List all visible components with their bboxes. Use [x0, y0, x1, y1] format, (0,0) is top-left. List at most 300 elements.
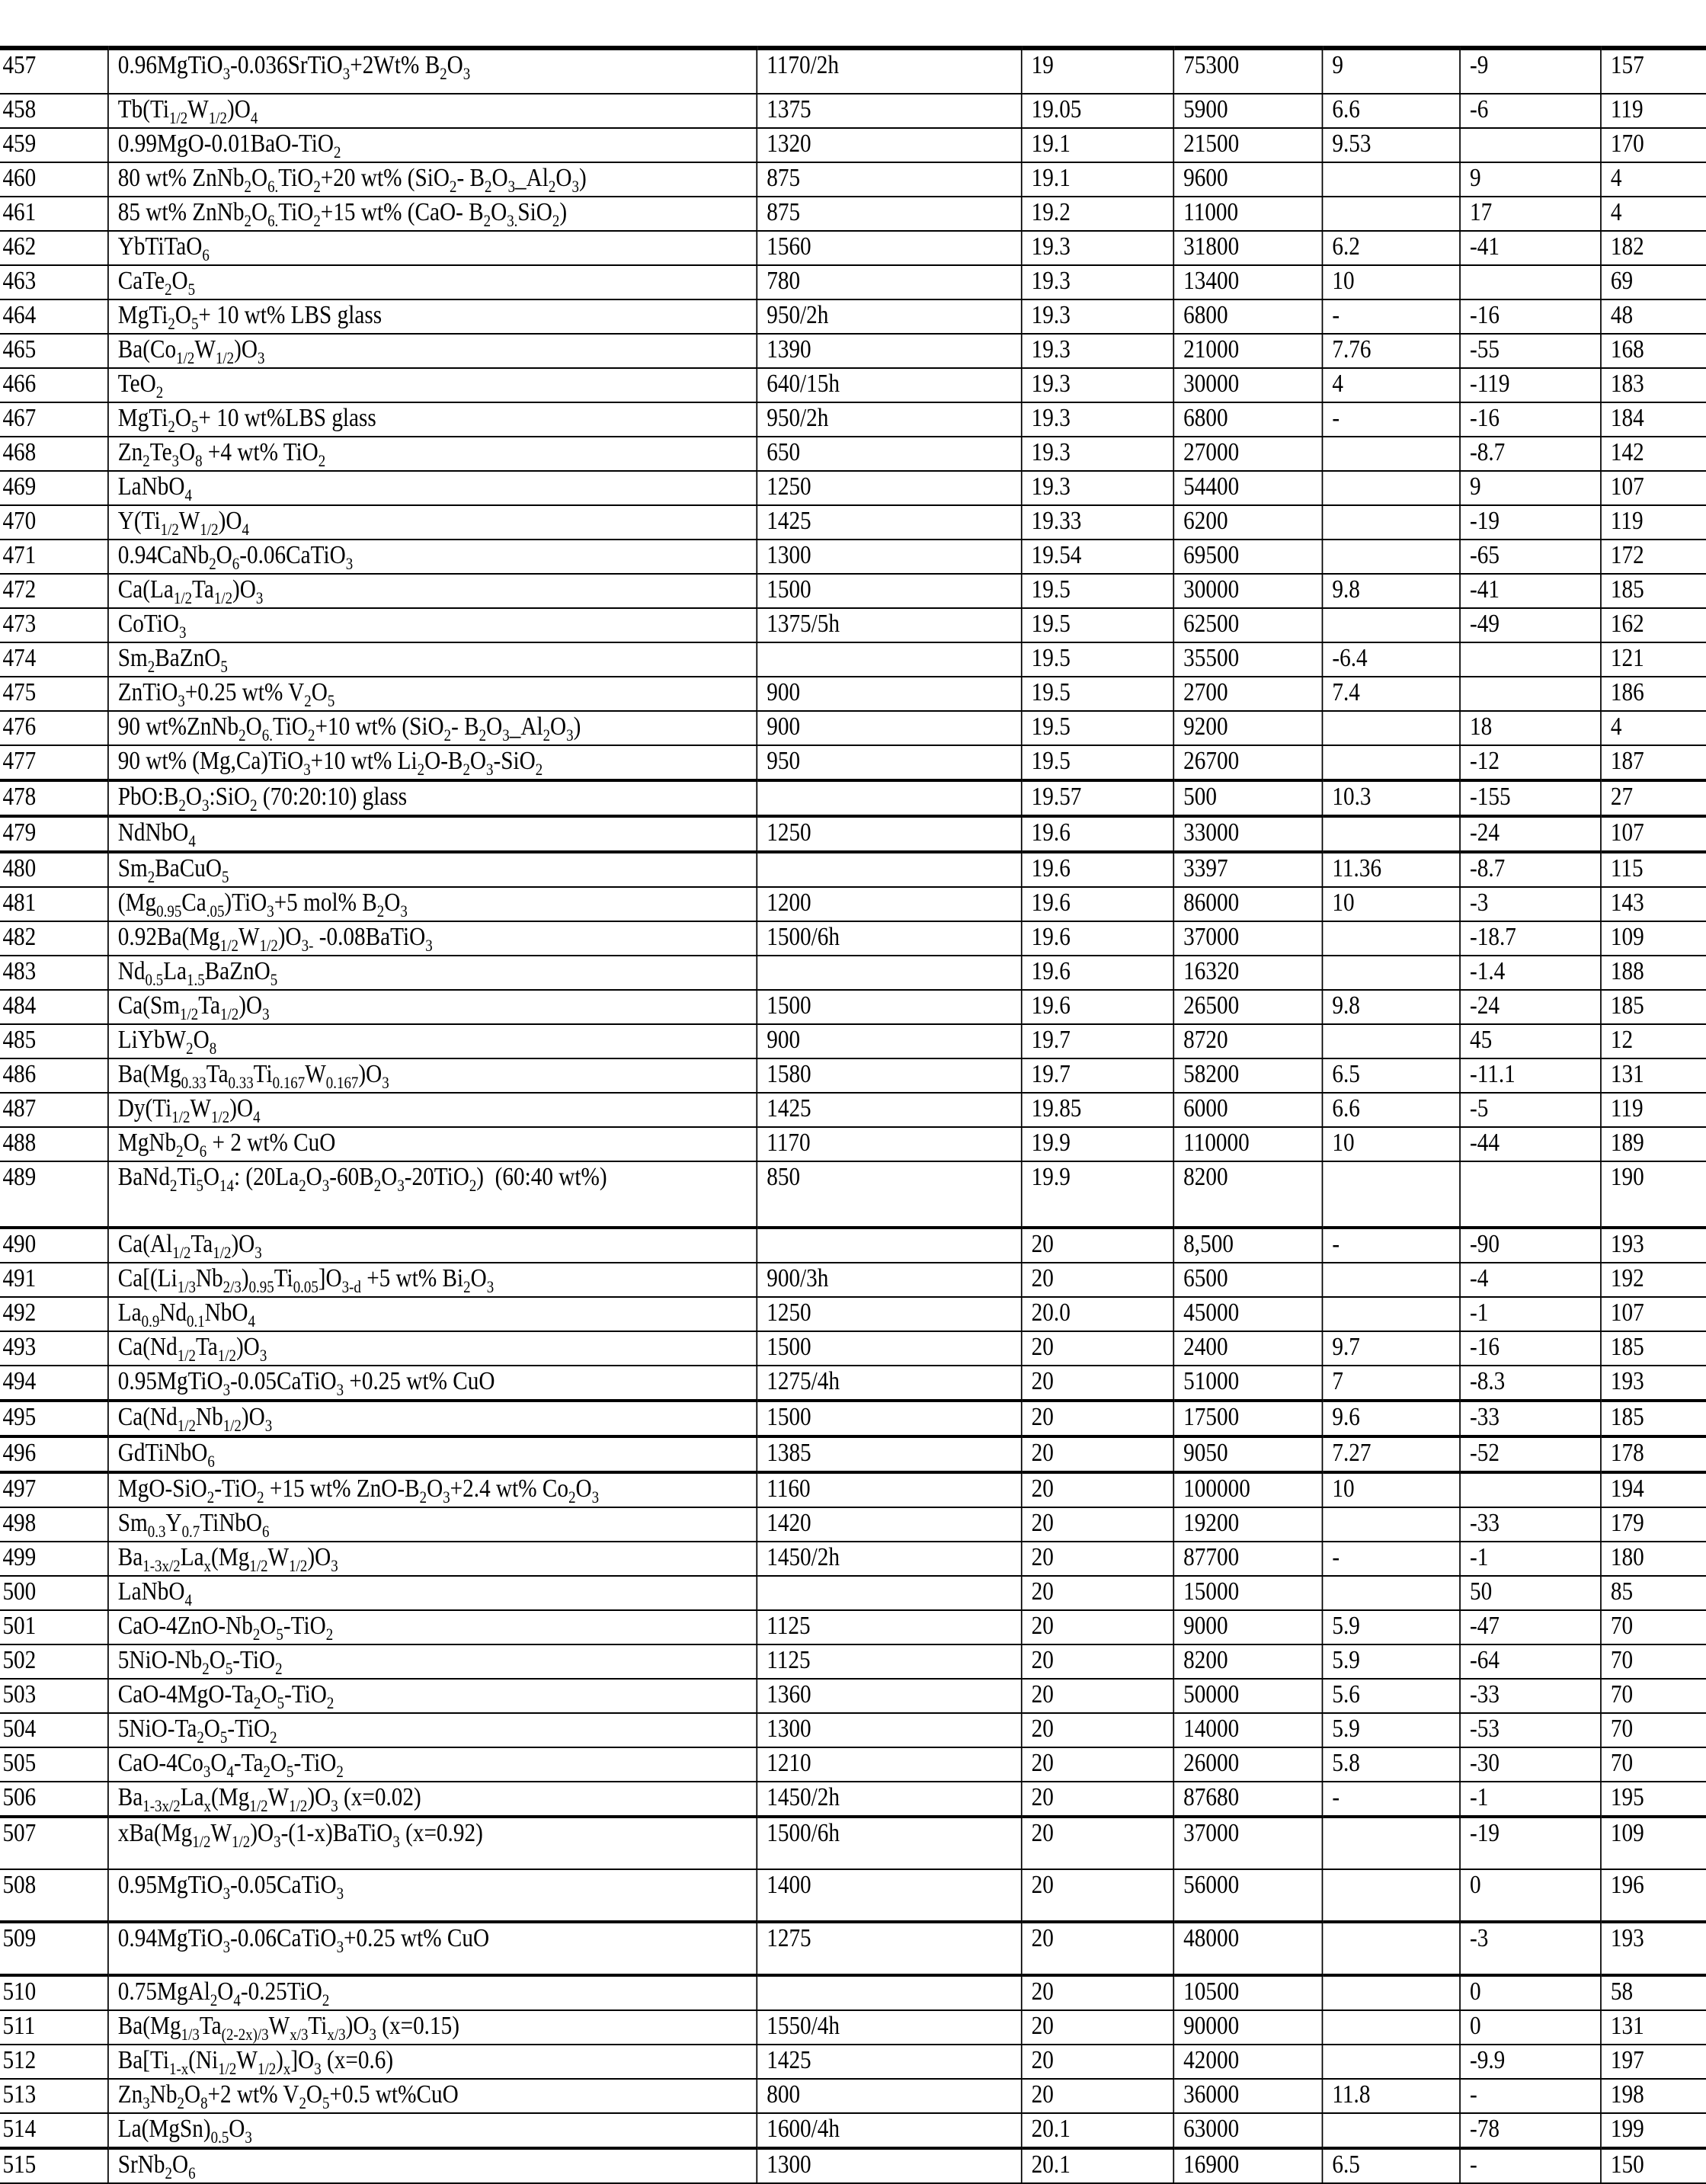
permittivity-cell: 19.2: [1022, 197, 1174, 231]
table-row: [0, 2113, 1706, 2148]
column6-cell: [1322, 1297, 1460, 1331]
table-row: [0, 162, 1706, 197]
column6-cell: [1322, 437, 1460, 471]
permittivity-cell: 19.6: [1022, 852, 1174, 887]
quality-factor-cell: 16320: [1173, 956, 1322, 990]
table-row: [0, 2045, 1706, 2079]
composition-cell: 90 $wt\%ZnNb_2O_{6.}TiO_2+10$ wt% (SiO$_2$- $B_2O_3\_Al_2O_3$): [108, 711, 757, 745]
row-number-cell: 501: [0, 1610, 108, 1644]
row-number-cell: 476: [0, 711, 108, 745]
sintering-temp-cell: [757, 1576, 1021, 1610]
tau-f-cell: -8.3: [1460, 1366, 1601, 1401]
table-row: [0, 711, 1706, 745]
table-row: [0, 299, 1706, 334]
quality-factor-cell: 9600: [1173, 162, 1322, 197]
sintering-temp-cell: 650: [757, 437, 1021, 471]
composition-cell: CoTiO$_3$: [108, 608, 757, 642]
table-row: [0, 1713, 1706, 1747]
tau-f-cell: -6: [1460, 94, 1601, 128]
sintering-temp-cell: 1500: [757, 990, 1021, 1024]
permittivity-cell: 19.3: [1022, 368, 1174, 402]
column6-cell: [1322, 162, 1460, 197]
composition-cell: $MgTi_2O_5+ 10$ wt%LBS glass: [108, 402, 757, 437]
tau-f-cell: -3: [1460, 1922, 1601, 1975]
column6-cell: [1322, 1161, 1460, 1228]
composition-cell: GdTiNbO$_6$: [108, 1436, 757, 1472]
reference-cell: 143: [1601, 887, 1706, 921]
quality-factor-cell: 58200: [1173, 1058, 1322, 1093]
table-row: [0, 231, 1706, 265]
sintering-temp-cell: 1500: [757, 1401, 1021, 1436]
tau-f-cell: -12: [1460, 745, 1601, 780]
quality-factor-cell: 8200: [1173, 1644, 1322, 1679]
sintering-temp-cell: 800: [757, 2079, 1021, 2113]
permittivity-cell: 19.5: [1022, 608, 1174, 642]
permittivity-cell: 20: [1022, 1366, 1174, 1401]
reference-cell: 172: [1601, 540, 1706, 574]
tau-f-cell: -9: [1460, 48, 1601, 94]
quality-factor-cell: 13400: [1173, 265, 1322, 299]
row-number-cell: 490: [0, 1228, 108, 1263]
quality-factor-cell: 27000: [1173, 437, 1322, 471]
table-row: [0, 608, 1706, 642]
composition-cell: 0.96MgTiO$_3$-0.036SrTiO$_3$+2Wt% $B_2O_3$: [108, 48, 757, 94]
tau-f-cell: -: [1460, 2148, 1601, 2183]
permittivity-cell: 20: [1022, 1817, 1174, 1869]
quality-factor-cell: 14000: [1173, 1713, 1322, 1747]
sintering-temp-cell: 1125: [757, 1644, 1021, 1679]
composition-cell: LaNbO$_4$: [108, 1576, 757, 1610]
reference-cell: 199: [1601, 2113, 1706, 2148]
column6-cell: [1322, 540, 1460, 574]
tau-f-cell: -49: [1460, 608, 1601, 642]
reference-cell: 157: [1601, 48, 1706, 94]
table-row: [0, 1817, 1706, 1869]
column6-cell: [1322, 1263, 1460, 1297]
reference-cell: 4: [1601, 197, 1706, 231]
table-row: [0, 1869, 1706, 1922]
permittivity-cell: 19.3: [1022, 231, 1174, 265]
reference-cell: 119: [1601, 1093, 1706, 1127]
column6-cell: 10.3: [1322, 780, 1460, 816]
permittivity-cell: 19.1: [1022, 162, 1174, 197]
table-row: [0, 197, 1706, 231]
reference-cell: 107: [1601, 471, 1706, 505]
tau-f-cell: 9: [1460, 471, 1601, 505]
tau-f-cell: -4: [1460, 1263, 1601, 1297]
sintering-temp-cell: 1275: [757, 1922, 1021, 1975]
composition-cell: $Sm_2BaCuO_5$: [108, 852, 757, 887]
row-number-cell: 483: [0, 956, 108, 990]
table-row: [0, 1058, 1706, 1093]
sintering-temp-cell: 850: [757, 1161, 1021, 1228]
permittivity-cell: 19.3: [1022, 437, 1174, 471]
table-row: [0, 1127, 1706, 1161]
column6-cell: 6.5: [1322, 1058, 1460, 1093]
composition-cell: LaNbO$_4$: [108, 471, 757, 505]
quality-factor-cell: 31800: [1173, 231, 1322, 265]
tau-f-cell: [1460, 128, 1601, 162]
column6-cell: [1322, 197, 1460, 231]
column6-cell: [1322, 816, 1460, 852]
permittivity-cell: 20: [1022, 1263, 1174, 1297]
sintering-temp-cell: 1500/6h: [757, 921, 1021, 956]
permittivity-cell: 19: [1022, 48, 1174, 94]
sintering-temp-cell: [757, 780, 1021, 816]
composition-cell: 80 wt% $ZnNb_2O_{6.}TiO_2+20$ wt% (SiO$_2$- $B_2O_3\_Al_2O_3$): [108, 162, 757, 197]
tau-f-cell: -24: [1460, 816, 1601, 852]
row-number-cell: 485: [0, 1024, 108, 1058]
sintering-temp-cell: 1125: [757, 1610, 1021, 1644]
reference-cell: 119: [1601, 94, 1706, 128]
reference-cell: 183: [1601, 368, 1706, 402]
composition-cell: $Ba(Co_{1/2}W_{1/2})O_3$: [108, 334, 757, 368]
tau-f-cell: [1460, 677, 1601, 711]
row-number-cell: 465: [0, 334, 108, 368]
table-row: [0, 1331, 1706, 1366]
composition-cell: $Sm_2BaZnO_5$: [108, 642, 757, 677]
row-number-cell: 505: [0, 1747, 108, 1782]
table-body: [0, 48, 1706, 2183]
tau-f-cell: -119: [1460, 368, 1601, 402]
row-number-cell: 510: [0, 1975, 108, 2010]
reference-cell: 197: [1601, 2045, 1706, 2079]
table-row: [0, 1366, 1706, 1401]
quality-factor-cell: 21000: [1173, 334, 1322, 368]
column6-cell: [1322, 608, 1460, 642]
composition-cell: 0.95MgTiO$_3$-0.05CaTiO$_3$ +0.25 wt% CuO: [108, 1366, 757, 1401]
sintering-temp-cell: 875: [757, 197, 1021, 231]
reference-cell: 168: [1601, 334, 1706, 368]
sintering-temp-cell: 780: [757, 265, 1021, 299]
row-number-cell: 499: [0, 1542, 108, 1576]
sintering-temp-cell: 875: [757, 162, 1021, 197]
sintering-temp-cell: 950/2h: [757, 402, 1021, 437]
column6-cell: 10: [1322, 887, 1460, 921]
permittivity-cell: 19.3: [1022, 265, 1174, 299]
sintering-temp-cell: 1360: [757, 1679, 1021, 1713]
table-row: [0, 1024, 1706, 1058]
column6-cell: [1322, 1817, 1460, 1869]
tau-f-cell: -41: [1460, 574, 1601, 608]
tau-f-cell: -33: [1460, 1507, 1601, 1542]
quality-factor-cell: 6800: [1173, 402, 1322, 437]
row-number-cell: 461: [0, 197, 108, 231]
sintering-temp-cell: 1390: [757, 334, 1021, 368]
sintering-temp-cell: 1170/2h: [757, 48, 1021, 94]
composition-cell: $Zn_2Te_3O_8 +4$ wt% TiO$_2$: [108, 437, 757, 471]
quality-factor-cell: 8200: [1173, 1161, 1322, 1228]
tau-f-cell: -64: [1460, 1644, 1601, 1679]
composition-cell: ZnTiO$_3$+0.25 wt% $V_2O_5$: [108, 677, 757, 711]
column6-cell: 5.6: [1322, 1679, 1460, 1713]
composition-cell: $PbO:B_2O_3:SiO_2$ (70:20:10) glass: [108, 780, 757, 816]
quality-factor-cell: 6000: [1173, 1093, 1322, 1127]
permittivity-cell: 19.5: [1022, 745, 1174, 780]
permittivity-cell: 19.05: [1022, 94, 1174, 128]
table-row: [0, 1436, 1706, 1472]
table-row: [0, 887, 1706, 921]
table-row: [0, 816, 1706, 852]
table-row: [0, 2010, 1706, 2045]
sintering-temp-cell: 1500/6h: [757, 1817, 1021, 1869]
permittivity-cell: 19.5: [1022, 677, 1174, 711]
quality-factor-cell: 17500: [1173, 1401, 1322, 1436]
tau-f-cell: -65: [1460, 540, 1601, 574]
row-number-cell: 488: [0, 1127, 108, 1161]
tau-f-cell: -19: [1460, 1817, 1601, 1869]
reference-cell: 4: [1601, 162, 1706, 197]
table-row: [0, 1161, 1706, 1228]
quality-factor-cell: 90000: [1173, 2010, 1322, 2045]
permittivity-cell: 19.6: [1022, 887, 1174, 921]
composition-cell: $Nd_{0.5}La_{1.5}BaZnO_5$: [108, 956, 757, 990]
quality-factor-cell: 26700: [1173, 745, 1322, 780]
sintering-temp-cell: [757, 642, 1021, 677]
row-number-cell: 514: [0, 2113, 108, 2148]
reference-cell: 48: [1601, 299, 1706, 334]
tau-f-cell: [1460, 1161, 1601, 1228]
reference-cell: 185: [1601, 990, 1706, 1024]
sintering-temp-cell: 1550/4h: [757, 2010, 1021, 2045]
reference-cell: 192: [1601, 1263, 1706, 1297]
permittivity-cell: 19.7: [1022, 1024, 1174, 1058]
quality-factor-cell: 3397: [1173, 852, 1322, 887]
reference-cell: 107: [1601, 816, 1706, 852]
sintering-temp-cell: 1300: [757, 540, 1021, 574]
tau-f-cell: -11.1: [1460, 1058, 1601, 1093]
composition-cell: $SrNb_2O_6$: [108, 2148, 757, 2183]
permittivity-cell: 19.6: [1022, 956, 1174, 990]
sintering-temp-cell: 1375: [757, 94, 1021, 128]
sintering-temp-cell: [757, 956, 1021, 990]
table-row: [0, 94, 1706, 128]
row-number-cell: 469: [0, 471, 108, 505]
sintering-temp-cell: 950: [757, 745, 1021, 780]
document-page: [0, 46, 1706, 2184]
permittivity-cell: 20.1: [1022, 2148, 1174, 2183]
table-row: [0, 334, 1706, 368]
composition-cell: $Ba(Mg_{0.33}Ta_{0.33}Ti_{0.167}W_{0.167})O_3$: [108, 1058, 757, 1093]
reference-cell: 69: [1601, 265, 1706, 299]
permittivity-cell: 19.54: [1022, 540, 1174, 574]
table-row: [0, 540, 1706, 574]
sintering-temp-cell: 1200: [757, 887, 1021, 921]
sintering-temp-cell: 1170: [757, 1127, 1021, 1161]
sintering-temp-cell: 950/2h: [757, 299, 1021, 334]
composition-cell: $Ca(Nd_{1/2}Ta_{1/2})O_3$: [108, 1331, 757, 1366]
table-row: [0, 921, 1706, 956]
sintering-temp-cell: 1560: [757, 231, 1021, 265]
quality-factor-cell: 62500: [1173, 608, 1322, 642]
quality-factor-cell: 33000: [1173, 816, 1322, 852]
permittivity-cell: 19.9: [1022, 1161, 1174, 1228]
reference-cell: 185: [1601, 1401, 1706, 1436]
row-number-cell: 466: [0, 368, 108, 402]
reference-cell: 121: [1601, 642, 1706, 677]
permittivity-cell: 20: [1022, 1228, 1174, 1263]
column6-cell: 9.53: [1322, 128, 1460, 162]
permittivity-cell: 19.6: [1022, 990, 1174, 1024]
reference-cell: 70: [1601, 1679, 1706, 1713]
composition-cell: $5NiO-Ta_2O_5-TiO_2$: [108, 1713, 757, 1747]
composition-cell: $xBa(Mg_{1/2}W_{1/2})O_3-(1-x)BaTiO_3$ (x=0.92): [108, 1817, 757, 1869]
tau-f-cell: -18.7: [1460, 921, 1601, 956]
permittivity-cell: 19.3: [1022, 471, 1174, 505]
quality-factor-cell: 9000: [1173, 1610, 1322, 1644]
column6-cell: 5.9: [1322, 1644, 1460, 1679]
composition-cell: $Ca[(Li_{1/3}Nb_{2/3})_{0.95}Ti_{0.05}]O_{3-d} +5$ wt% $Bi_2O_3$: [108, 1263, 757, 1297]
column6-cell: [1322, 1507, 1460, 1542]
reference-cell: 180: [1601, 1542, 1706, 1576]
composition-cell: YbTiTaO$_6$: [108, 231, 757, 265]
column6-cell: -: [1322, 1782, 1460, 1817]
reference-cell: 184: [1601, 402, 1706, 437]
row-number-cell: 482: [0, 921, 108, 956]
table-row: [0, 852, 1706, 887]
reference-cell: 196: [1601, 1869, 1706, 1922]
tau-f-cell: -24: [1460, 990, 1601, 1024]
composition-cell: $LiYbW_2O_8$: [108, 1024, 757, 1058]
reference-cell: 170: [1601, 128, 1706, 162]
column6-cell: [1322, 2113, 1460, 2148]
row-number-cell: 481: [0, 887, 108, 921]
row-number-cell: 477: [0, 745, 108, 780]
composition-cell: $CaTe_2O_5$: [108, 265, 757, 299]
reference-cell: 70: [1601, 1644, 1706, 1679]
composition-cell: CaO-$4ZnO-Nb_2O_5-TiO_2$: [108, 1610, 757, 1644]
composition-cell: CaO-$4Co_3O_4-Ta_2O_5-TiO_2$: [108, 1747, 757, 1782]
tau-f-cell: -78: [1460, 2113, 1601, 2148]
row-number-cell: 515: [0, 2148, 108, 2183]
tau-f-cell: -155: [1460, 780, 1601, 816]
sintering-temp-cell: 1250: [757, 471, 1021, 505]
table-row: [0, 128, 1706, 162]
quality-factor-cell: 50000: [1173, 1679, 1322, 1713]
permittivity-cell: 19.3: [1022, 334, 1174, 368]
column6-cell: [1322, 1576, 1460, 1610]
sintering-temp-cell: 1450/2h: [757, 1782, 1021, 1817]
column6-cell: 11.8: [1322, 2079, 1460, 2113]
permittivity-cell: 20: [1022, 1975, 1174, 2010]
column6-cell: 6.6: [1322, 1093, 1460, 1127]
composition-cell: NdNbO$_4$: [108, 816, 757, 852]
reference-cell: 119: [1601, 505, 1706, 540]
quality-factor-cell: 6800: [1173, 299, 1322, 334]
row-number-cell: 500: [0, 1576, 108, 1610]
permittivity-cell: 20: [1022, 1679, 1174, 1713]
tau-f-cell: -: [1460, 2079, 1601, 2113]
composition-cell: $La(MgSn)_{0.5}O_3$: [108, 2113, 757, 2148]
sintering-temp-cell: 900: [757, 711, 1021, 745]
row-number-cell: 493: [0, 1331, 108, 1366]
composition-cell: $Dy(Ti_{1/2}W_{1/2})O_4$: [108, 1093, 757, 1127]
column6-cell: 11.36: [1322, 852, 1460, 887]
composition-cell: TeO$_2$: [108, 368, 757, 402]
reference-cell: 193: [1601, 1922, 1706, 1975]
tau-f-cell: 0: [1460, 1975, 1601, 2010]
row-number-cell: 464: [0, 299, 108, 334]
table-row: [0, 1679, 1706, 1713]
table-row: [0, 1610, 1706, 1644]
composition-cell: $Ca(Al_{1/2}Ta_{1/2})O_3$: [108, 1228, 757, 1263]
permittivity-cell: 20.1: [1022, 2113, 1174, 2148]
sintering-temp-cell: 1375/5h: [757, 608, 1021, 642]
reference-cell: 162: [1601, 608, 1706, 642]
tau-f-cell: -41: [1460, 231, 1601, 265]
row-number-cell: 475: [0, 677, 108, 711]
column6-cell: 9.6: [1322, 1401, 1460, 1436]
quality-factor-cell: 8720: [1173, 1024, 1322, 1058]
quality-factor-cell: 21500: [1173, 128, 1322, 162]
permittivity-cell: 19.7: [1022, 1058, 1174, 1093]
tau-f-cell: 17: [1460, 197, 1601, 231]
column6-cell: 10: [1322, 1472, 1460, 1507]
sintering-temp-cell: 1425: [757, 2045, 1021, 2079]
row-number-cell: 495: [0, 1401, 108, 1436]
tau-f-cell: -53: [1460, 1713, 1601, 1747]
quality-factor-cell: 5900: [1173, 94, 1322, 128]
tau-f-cell: -90: [1460, 1228, 1601, 1263]
quality-factor-cell: 51000: [1173, 1366, 1322, 1401]
sintering-temp-cell: 1210: [757, 1747, 1021, 1782]
tau-f-cell: [1460, 265, 1601, 299]
tau-f-cell: [1460, 642, 1601, 677]
column6-cell: [1322, 745, 1460, 780]
sintering-temp-cell: 900: [757, 1024, 1021, 1058]
tau-f-cell: [1460, 1472, 1601, 1507]
reference-cell: 115: [1601, 852, 1706, 887]
row-number-cell: 513: [0, 2079, 108, 2113]
column6-cell: 9.8: [1322, 574, 1460, 608]
permittivity-cell: 20: [1022, 1331, 1174, 1366]
column6-cell: 6.6: [1322, 94, 1460, 128]
row-number-cell: 470: [0, 505, 108, 540]
tau-f-cell: -44: [1460, 1127, 1601, 1161]
table-row: [0, 956, 1706, 990]
tau-f-cell: -1: [1460, 1297, 1601, 1331]
table-row: [0, 677, 1706, 711]
table-row: [0, 1782, 1706, 1817]
table-row: [0, 437, 1706, 471]
permittivity-cell: 20: [1022, 2010, 1174, 2045]
sintering-temp-cell: 1160: [757, 1472, 1021, 1507]
sintering-temp-cell: 900: [757, 677, 1021, 711]
row-number-cell: 504: [0, 1713, 108, 1747]
table-row: [0, 505, 1706, 540]
table-row: [0, 990, 1706, 1024]
row-number-cell: 487: [0, 1093, 108, 1127]
reference-cell: 179: [1601, 1507, 1706, 1542]
reference-cell: 85: [1601, 1576, 1706, 1610]
sintering-temp-cell: 1300: [757, 2148, 1021, 2183]
column6-cell: 6.2: [1322, 231, 1460, 265]
tau-f-cell: 9: [1460, 162, 1601, 197]
tau-f-cell: -1: [1460, 1782, 1601, 1817]
sintering-temp-cell: [757, 852, 1021, 887]
sintering-temp-cell: 900/3h: [757, 1263, 1021, 1297]
permittivity-cell: 19.9: [1022, 1127, 1174, 1161]
column6-cell: 5.9: [1322, 1610, 1460, 1644]
tau-f-cell: -9.9: [1460, 2045, 1601, 2079]
reference-cell: 185: [1601, 1331, 1706, 1366]
reference-cell: 70: [1601, 1713, 1706, 1747]
tau-f-cell: -33: [1460, 1679, 1601, 1713]
tau-f-cell: -47: [1460, 1610, 1601, 1644]
reference-cell: 193: [1601, 1228, 1706, 1263]
table-row: [0, 1401, 1706, 1436]
column6-cell: 7: [1322, 1366, 1460, 1401]
